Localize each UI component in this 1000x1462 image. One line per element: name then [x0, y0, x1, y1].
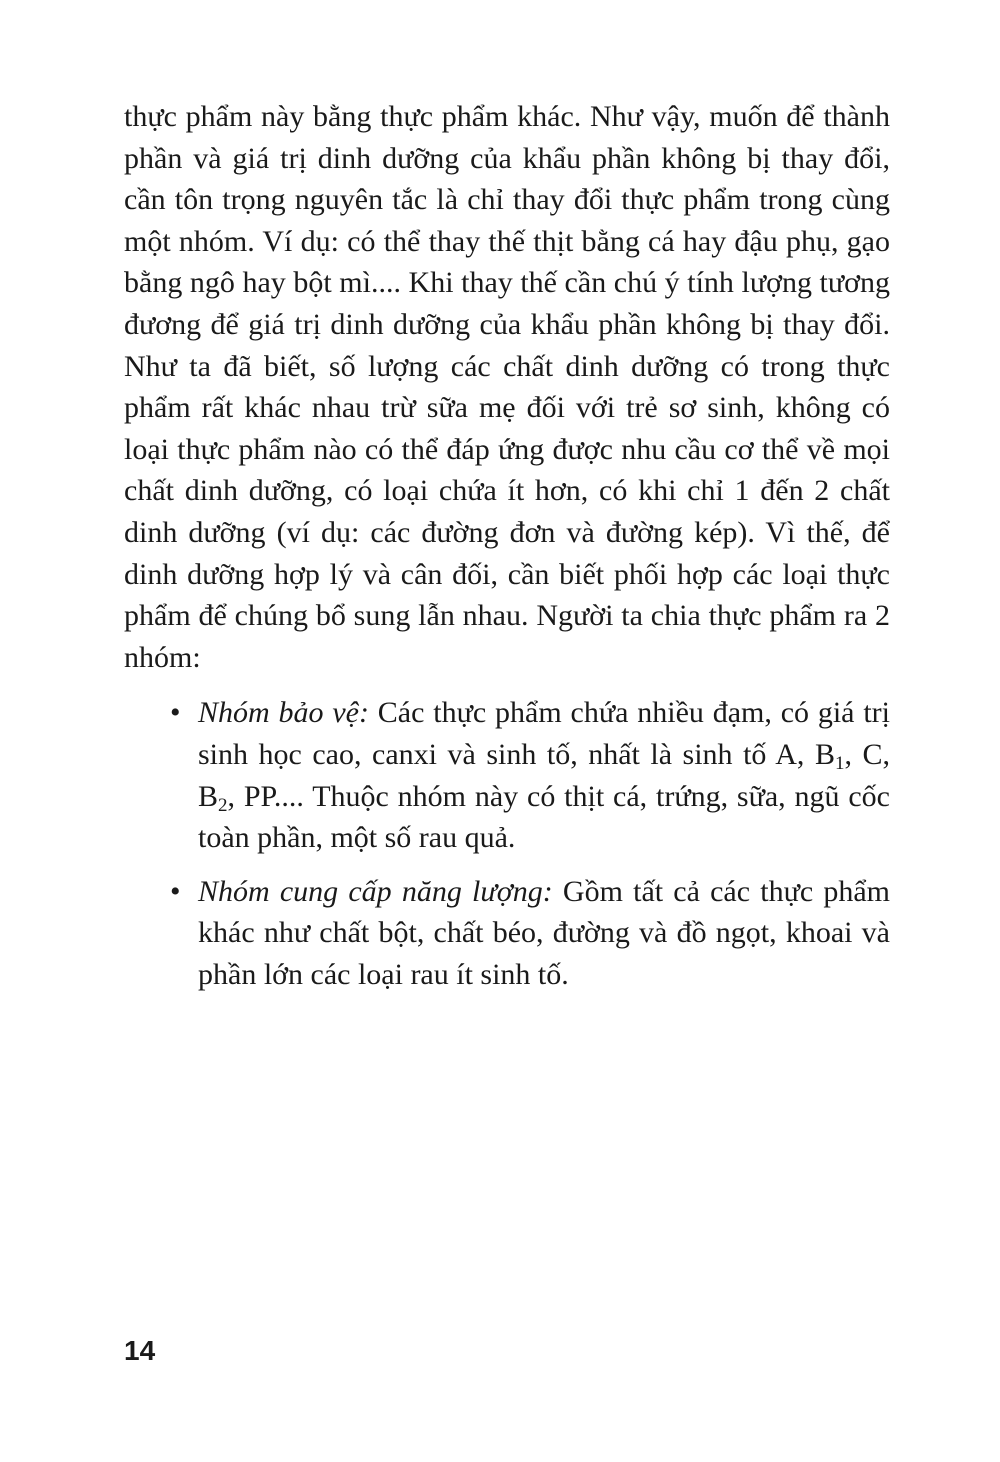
list-item-energy-group — [124, 871, 890, 996]
bullet-icon: • — [170, 874, 181, 908]
bullet-icon: • — [170, 696, 181, 730]
protective-group-text-2: , C, B — [198, 737, 890, 813]
body-text — [124, 96, 890, 1007]
energy-group-text: Gồm tất cả các thực phẩm khác như chất bột, chất béo, đường và đồ ngọt, khoai và phần lớn các loại rau ít sinh tố. — [198, 874, 890, 991]
main-paragraph: thực phẩm này bằng thực phẩm khác. Như vậy, muốn để thành phần và giá trị dinh dưỡng của khẩu phần không bị thay đổi, cần tôn trọng nguyên tắc là chỉ thay đổi thực phẩm trong cùng một nhóm. Ví dụ: có thể thay thế thịt bằng cá hay đậu phụ, gạo bằng ngô hay bột mì.... Khi thay thế cần chú ý tính lượng tương đương để giá trị dinh dưỡng của khẩu phần không bị thay đổi. Như ta đã biết, số lượng các chất dinh dưỡng có trong thực phẩm rất khác nhau trừ sữa mẹ đối với trẻ sơ sinh, không có loại thực phẩm nào có thể đáp ứng được nhu cầu cơ thể về mọi chất dinh dưỡng, có loại chứa ít hơn, có khi chỉ 1 đến 2 chất dinh dưỡng (ví dụ: các đường đơn và đường kép). Vì thế, để dinh dưỡng hợp lý và cân đối, cần biết phối hợp các loại thực phẩm để chúng bổ sung lẫn nhau. Người ta chia thực phẩm ra 2 nhóm: — [124, 100, 890, 674]
protective-group-term: Nhóm bảo vệ: — [198, 696, 369, 730]
protective-group-text-1: Các thực phẩm chứa nhiều đạm, có giá trị sinh học cao, canxi và sinh tố, nhất là sinh tố A, B — [198, 696, 890, 771]
vitamin-b1-subscript: 1 — [834, 752, 845, 774]
list-item-protective-group — [124, 692, 890, 858]
page-number: 14 — [124, 1335, 156, 1366]
energy-group-term: Nhóm cung cấp năng lượng: — [198, 874, 553, 908]
vitamin-b2-subscript: 2 — [218, 794, 228, 816]
protective-group-text-3: , PP.... Thuộc nhóm này có thịt cá, trứng, sữa, ngũ cốc toàn phần, một số rau quả. — [198, 779, 890, 855]
food-group-list — [124, 692, 890, 995]
